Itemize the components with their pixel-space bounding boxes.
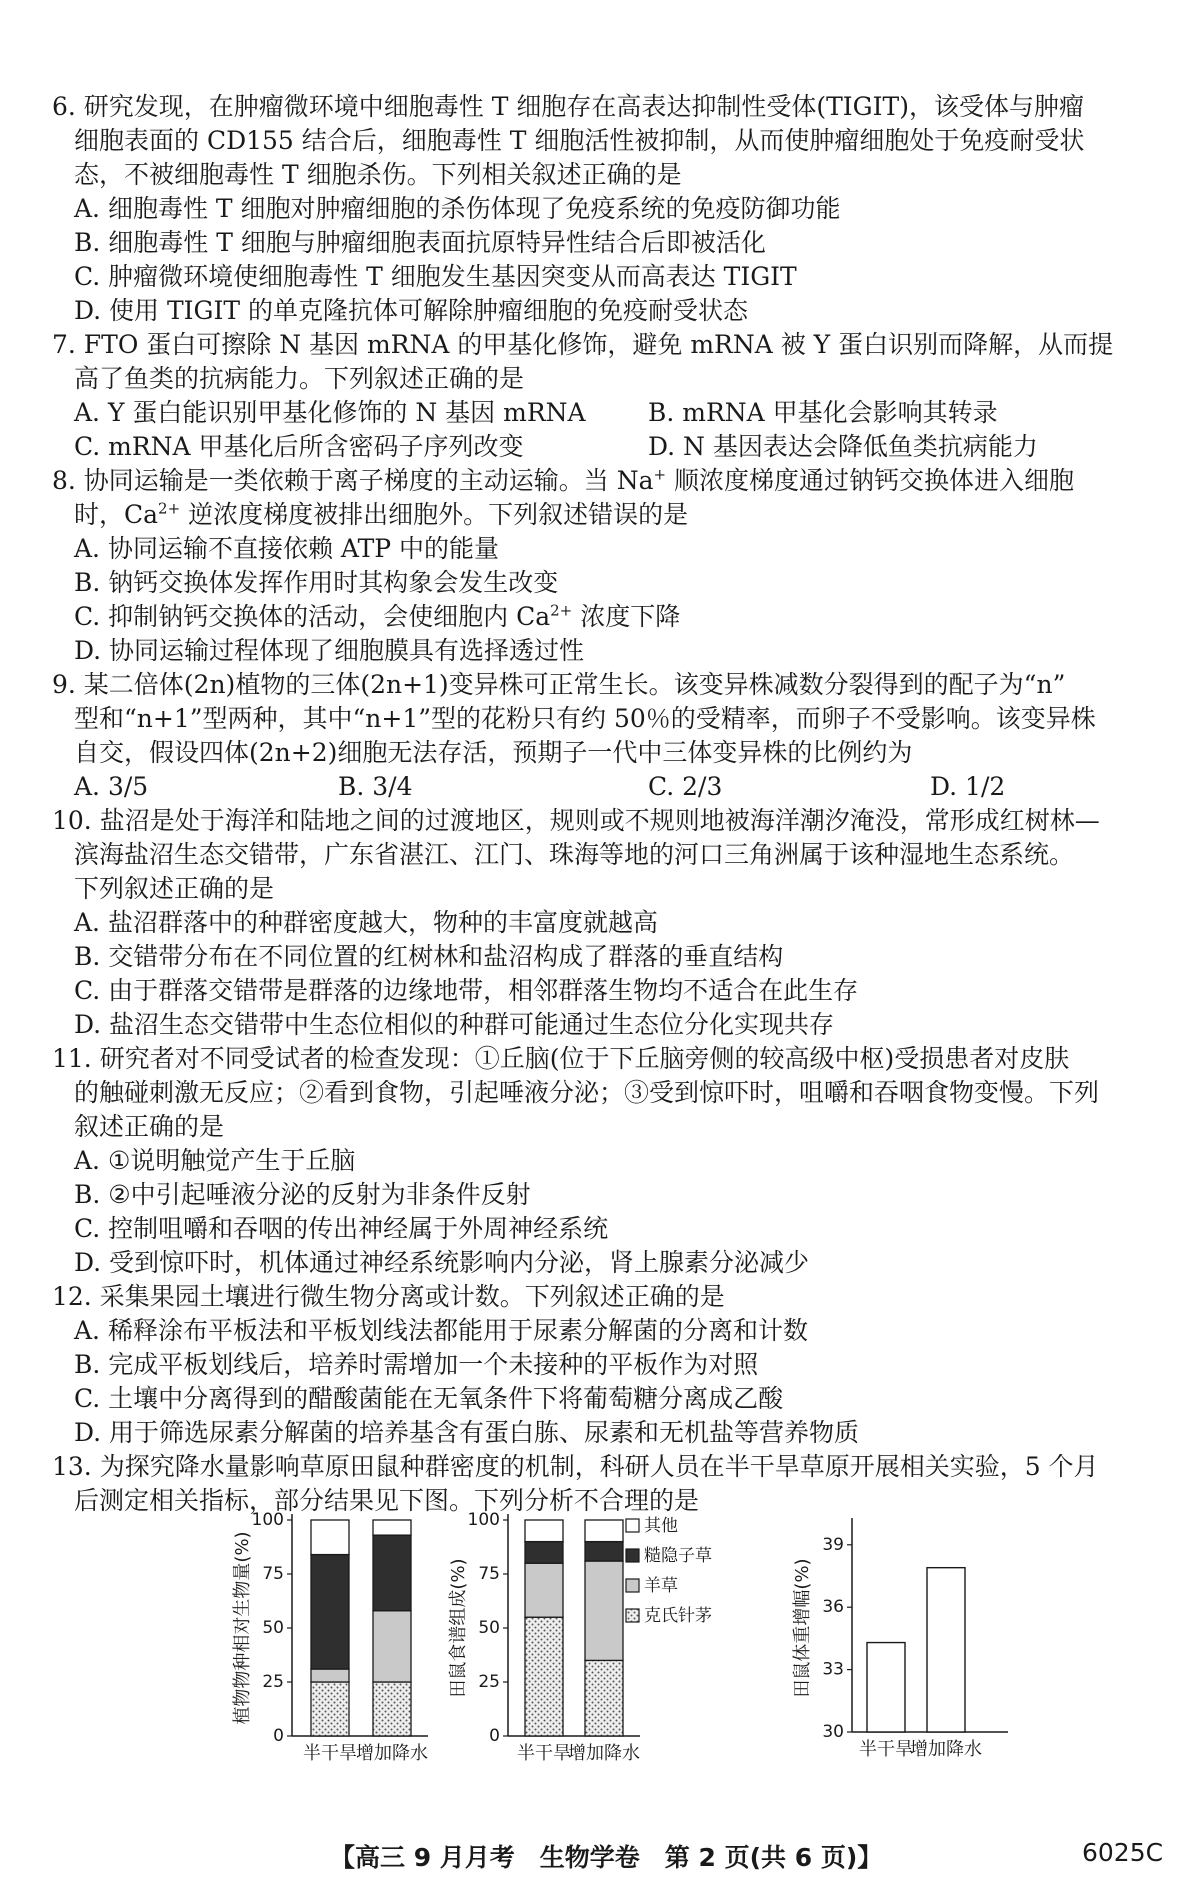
legend-label: 糙隐子草: [644, 1546, 712, 1566]
question-stem-line: 10. 盐沼是处于海洋和陆地之间的过渡地区，规则或不规则地被海洋潮汐淹没，常形成红树林—: [52, 806, 1100, 835]
y-tick-label: 33: [822, 1659, 844, 1680]
option-a: A. 盐沼群落中的种群密度越大，物种的丰富度就越高: [74, 908, 658, 937]
bar-segment: [585, 1660, 623, 1736]
bar: [867, 1643, 905, 1732]
option-c: C. mRNA 甲基化后所含密码子序列改变: [74, 432, 524, 461]
legend-label: 克氏针茅: [644, 1606, 712, 1626]
chart-vole-diet: [448, 1510, 640, 1764]
question-stem-line: 6. 研究发现，在肿瘤微环境中细胞毒性 T 细胞存在高表达抑制性受体(TIGIT)，该受体与肿瘤: [52, 92, 1084, 121]
bar-segment: [525, 1542, 563, 1564]
option-a: A. 细胞毒性 T 细胞对肿瘤细胞的杀伤体现了免疫系统的免疫防御功能: [74, 194, 841, 223]
bar-segment: [373, 1520, 411, 1535]
option-d: D. 1/2: [930, 772, 1006, 801]
option-b: B. 钠钙交换体发挥作用时其构象会发生改变: [74, 568, 559, 597]
question-stem-line: 滨海盐沼生态交错带，广东省湛江、江门、珠海等地的河口三角洲属于该种湿地生态系统。: [74, 840, 1075, 869]
bar-segment: [525, 1563, 563, 1617]
option-d: D. 用于筛选尿素分解菌的培养基含有蛋白胨、尿素和无机盐等营养物质: [74, 1418, 860, 1447]
x-tick-label: 半干旱: [859, 1739, 913, 1760]
legend-swatch: [626, 1549, 639, 1562]
option-b: B. 细胞毒性 T 细胞与肿瘤细胞表面抗原特异性结合后即被活化: [74, 228, 766, 257]
y-axis-label: 田鼠体重增幅(%): [792, 1558, 813, 1698]
question-stem-line: 后测定相关指标，部分结果见下图。下列分析不合理的是: [74, 1486, 700, 1515]
option-b: B. 完成平板划线后，培养时需增加一个未接种的平板作为对照: [74, 1350, 759, 1379]
question-stem-line: 7. FTO 蛋白可擦除 N 基因 mRNA 的甲基化修饰，避免 mRNA 被 Y 蛋白识别而降解，从而提: [52, 330, 1114, 359]
y-tick-label: 30: [822, 1722, 844, 1742]
question-stem-line: 细胞表面的 CD155 结合后，细胞毒性 T 细胞活性被抑制，从而使肿瘤细胞处于免疫耐受状: [74, 126, 1085, 155]
x-tick-label: 增加降水: [910, 1739, 982, 1760]
question-stem-line: 9. 某二倍体(2n)植物的三体(2n+1)变异株可正常生长。该变异株减数分裂得到的配子为“n”: [52, 670, 1066, 699]
bar-segment: [373, 1535, 411, 1611]
y-tick-label: 25: [478, 1672, 500, 1692]
y-tick-label: 36: [822, 1597, 844, 1618]
option-b: B. mRNA 甲基化会影响其转录: [648, 398, 998, 427]
y-tick-label: 100: [251, 1510, 284, 1530]
option-b: B. ②中引起唾液分泌的反射为非条件反射: [74, 1180, 531, 1209]
y-tick-label: 100: [467, 1510, 500, 1530]
option-d: D. N 基因表达会降低鱼类抗病能力: [648, 432, 1038, 461]
option-c: C. 2/3: [648, 772, 723, 801]
footer-title: 【高三 9 月月考 生物学卷 第 2 页(共 6 页)】: [330, 1843, 883, 1872]
question-stem-line: 12. 采集果园土壤进行微生物分离或计数。下列叙述正确的是: [52, 1282, 725, 1311]
bar: [927, 1568, 965, 1732]
question-stem-line: 8. 协同运输是一类依赖于离子梯度的主动运输。当 Na+ 顺浓度梯度通过钠钙交换体进入细胞: [52, 465, 1075, 495]
legend-label: 其他: [644, 1516, 678, 1536]
bar-segment: [311, 1682, 349, 1736]
x-tick-label: 增加降水: [356, 1743, 428, 1764]
legend-label: 羊草: [644, 1576, 678, 1596]
option-a: A. 稀释涂布平板法和平板划线法都能用于尿素分解菌的分离和计数: [74, 1316, 808, 1345]
option-d: D. 使用 TIGIT 的单克隆抗体可解除肿瘤细胞的免疫耐受状态: [74, 296, 749, 325]
bar-segment: [585, 1520, 623, 1542]
option-a: A. ①说明触觉产生于丘脑: [74, 1146, 356, 1175]
y-tick-label: 0: [489, 1726, 500, 1746]
footer-code: 6025C: [1082, 1838, 1164, 1867]
y-tick-label: 50: [262, 1618, 284, 1638]
option-d: D. 受到惊吓时，机体通过神经系统影响内分泌，肾上腺素分泌减少: [74, 1248, 810, 1277]
y-tick-label: 25: [262, 1672, 284, 1692]
y-tick-label: 50: [478, 1618, 500, 1638]
y-axis-label: 田鼠食谱组成(%): [448, 1558, 469, 1698]
option-b: B. 交错带分布在不同位置的红树林和盐沼构成了群落的垂直结构: [74, 942, 784, 971]
charts-svg: [0, 1500, 1200, 1800]
question-stem-line: 的触碰刺激无反应；②看到食物，引起唾液分泌；③受到惊吓时，咀嚼和吞咽食物变慢。下列: [74, 1078, 1100, 1107]
option-a: A. 协同运输不直接依赖 ATP 中的能量: [74, 534, 500, 563]
x-tick-label: 半干旱: [517, 1743, 571, 1764]
y-tick-label: 75: [478, 1564, 500, 1584]
question-stem-line: 时，$Ca^{2+}$ 逆浓度梯度被排出细胞外。下列叙述错误的是: [74, 499, 689, 529]
bar-segment: [373, 1682, 411, 1736]
option-d: D. 协同运输过程体现了细胞膜具有选择透过性: [74, 636, 585, 665]
option-c: C. 肿瘤微环境使细胞毒性 T 细胞发生基因突变从而高表达 TIGIT: [74, 262, 797, 291]
bar-segment: [311, 1520, 349, 1555]
question-stem-line: 自交，假设四体(2n+2)细胞无法存活，预期子一代中三体变异株的比例约为: [74, 738, 913, 767]
question-stem-line: 11. 研究者对不同受试者的检查发现：①丘脑(位于下丘脑旁侧的较高级中枢)受损患者对皮肤: [52, 1044, 1070, 1073]
y-tick-label: 0: [273, 1726, 284, 1746]
y-tick-label: 75: [262, 1564, 284, 1584]
question-stem-line: 下列叙述正确的是: [74, 874, 275, 903]
y-tick-label: 39: [822, 1534, 844, 1555]
option-c: C. 土壤中分离得到的醋酸菌能在无氧条件下将葡萄糖分离成乙酸: [74, 1384, 784, 1413]
option-b: B. 3/4: [338, 772, 413, 801]
bar-segment: [311, 1669, 349, 1682]
chart-plant-biomass: [232, 1510, 428, 1764]
question-stem-line: 13. 为探究降水量影响草原田鼠种群密度的机制，科研人员在半干旱草原开展相关实验，5 个月: [52, 1452, 1099, 1481]
question-stem-line: 叙述正确的是: [74, 1112, 225, 1141]
option-a: A. Y 蛋白能识别甲基化修饰的 N 基因 mRNA: [74, 398, 586, 427]
option-c: C. 抑制钠钙交换体的活动，会使细胞内 $Ca^{2+}$ 浓度下降: [74, 601, 681, 631]
question-stem-line: 型和“n+1”型两种，其中“n+1”型的花粉只有约 50％的受精率，而卵子不受影响。该变异株: [74, 704, 1096, 733]
bar-segment: [585, 1561, 623, 1660]
legend-swatch: [626, 1609, 639, 1622]
bar-segment: [585, 1542, 623, 1561]
x-tick-label: 半干旱: [303, 1743, 357, 1764]
legend-swatch: [626, 1519, 639, 1532]
legend-swatch: [626, 1579, 639, 1592]
page-footer: [0, 1838, 1200, 1878]
bar-segment: [525, 1520, 563, 1542]
x-tick-label: 增加降水: [568, 1743, 640, 1764]
option-a: A. 3/5: [74, 772, 149, 801]
option-c: C. 控制咀嚼和吞咽的传出神经属于外周神经系统: [74, 1214, 609, 1243]
chart-vole-weight: [792, 1518, 1008, 1760]
question-stem-line: 高了鱼类的抗病能力。下列叙述正确的是: [74, 364, 525, 393]
option-c: C. 由于群落交错带是群落的边缘地带，相邻群落生物均不适合在此生存: [74, 976, 859, 1005]
question-stem-line: 态，不被细胞毒性 T 细胞杀伤。下列相关叙述正确的是: [74, 160, 682, 189]
bar-segment: [311, 1555, 349, 1669]
bar-segment: [373, 1611, 411, 1682]
bar-segment: [525, 1617, 563, 1736]
chart-legend: [626, 1515, 712, 1626]
y-axis-label: 植物物种相对生物量(%): [232, 1531, 253, 1725]
figure-group: [0, 1500, 1200, 1800]
option-d: D. 盐沼生态交错带中生态位相似的种群可能通过生态位分化实现共存: [74, 1010, 835, 1039]
